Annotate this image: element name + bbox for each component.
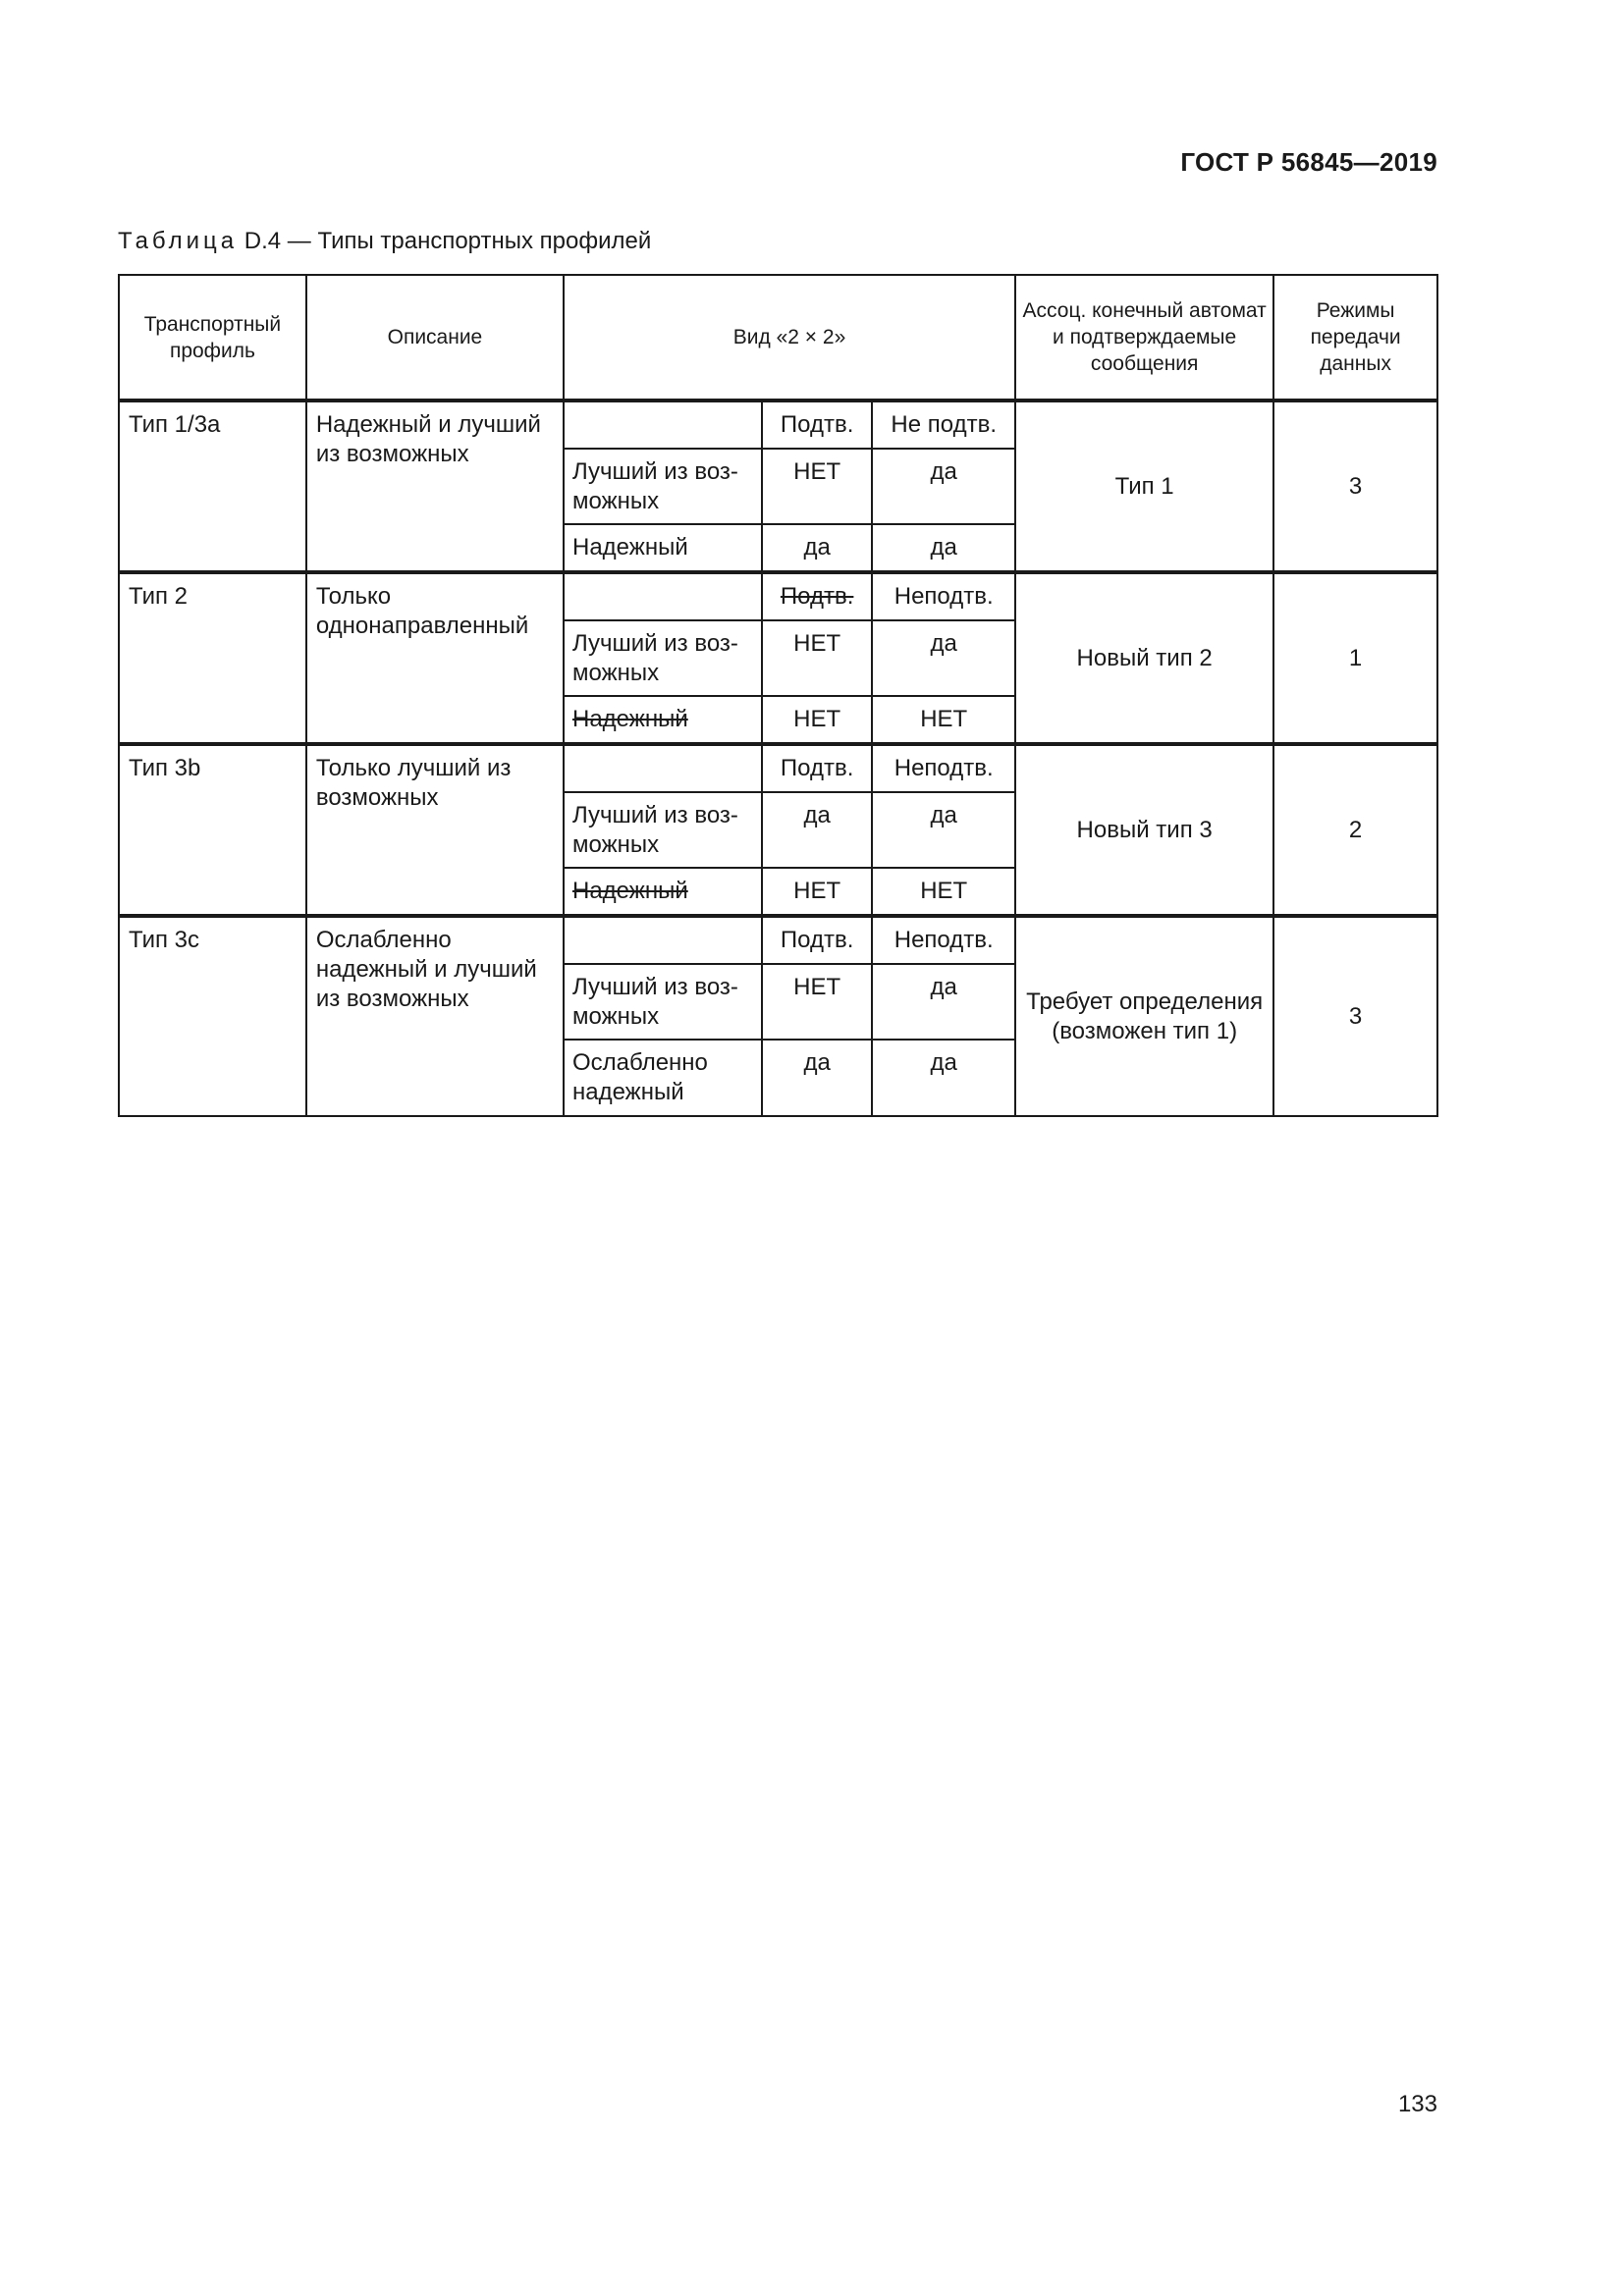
table-caption <box>118 228 651 255</box>
view-cell <box>564 400 1015 572</box>
view-cell <box>564 572 1015 744</box>
caption-text: D.4 — Типы транспортных профилей <box>244 228 652 254</box>
table-row <box>119 744 1437 916</box>
table-row <box>119 916 1437 1116</box>
automaton-cell: Новый тип 2 <box>1015 572 1273 744</box>
view-subtable: Подтв. Неподтв. Лучший из воз-можных да да Надежный НЕТ НЕТ <box>565 746 1014 914</box>
profile-cell: Тип 3b <box>119 744 306 916</box>
description-cell: Только лучший из возможных <box>306 744 564 916</box>
view-subtable: Подтв. Не подтв. Лучший из воз-можных НЕТ да Надежный да да <box>565 402 1014 570</box>
description-cell: Ослабленно надежный и лучший из возможных <box>306 916 564 1116</box>
caption-prefix: Таблица <box>118 228 239 254</box>
header-cell: Режимы передачи данных <box>1273 275 1437 400</box>
profile-cell: Тип 3c <box>119 916 306 1116</box>
table-row <box>119 572 1437 744</box>
table-row <box>119 400 1437 572</box>
header-cell: Вид «2 × 2» <box>564 275 1015 400</box>
view-subtable: Подтв. Неподтв. Лучший из воз-можных НЕТ да Надежный НЕТ НЕТ <box>565 574 1014 742</box>
table-header-row <box>119 275 1437 400</box>
modes-cell: 1 <box>1273 572 1437 744</box>
modes-cell: 3 <box>1273 400 1437 572</box>
automaton-cell: Требует определения (возможен тип 1) <box>1015 916 1273 1116</box>
view-cell <box>564 916 1015 1116</box>
automaton-cell: Новый тип 3 <box>1015 744 1273 916</box>
transport-profiles-table <box>118 274 1438 1117</box>
header-cell: Ассоц. конечный автомат и подтверждаемые сообщения <box>1015 275 1273 400</box>
page-number: 133 <box>1397 2091 1437 2117</box>
modes-cell: 2 <box>1273 744 1437 916</box>
profile-cell: Тип 1/3a <box>119 400 306 572</box>
view-subtable: Подтв. Неподтв. Лучший из воз-можных НЕТ да Ослабленно надежный да да <box>565 918 1014 1115</box>
document-id: ГОСТ Р 56845—2019 <box>1180 147 1437 177</box>
description-cell: Только однонаправленный <box>306 572 564 744</box>
view-cell <box>564 744 1015 916</box>
automaton-cell: Тип 1 <box>1015 400 1273 572</box>
modes-cell: 3 <box>1273 916 1437 1116</box>
header-cell: Транспортный профиль <box>119 275 306 400</box>
description-cell: Надежный и лучший из возможных <box>306 400 564 572</box>
header-cell: Описание <box>306 275 564 400</box>
profile-cell: Тип 2 <box>119 572 306 744</box>
